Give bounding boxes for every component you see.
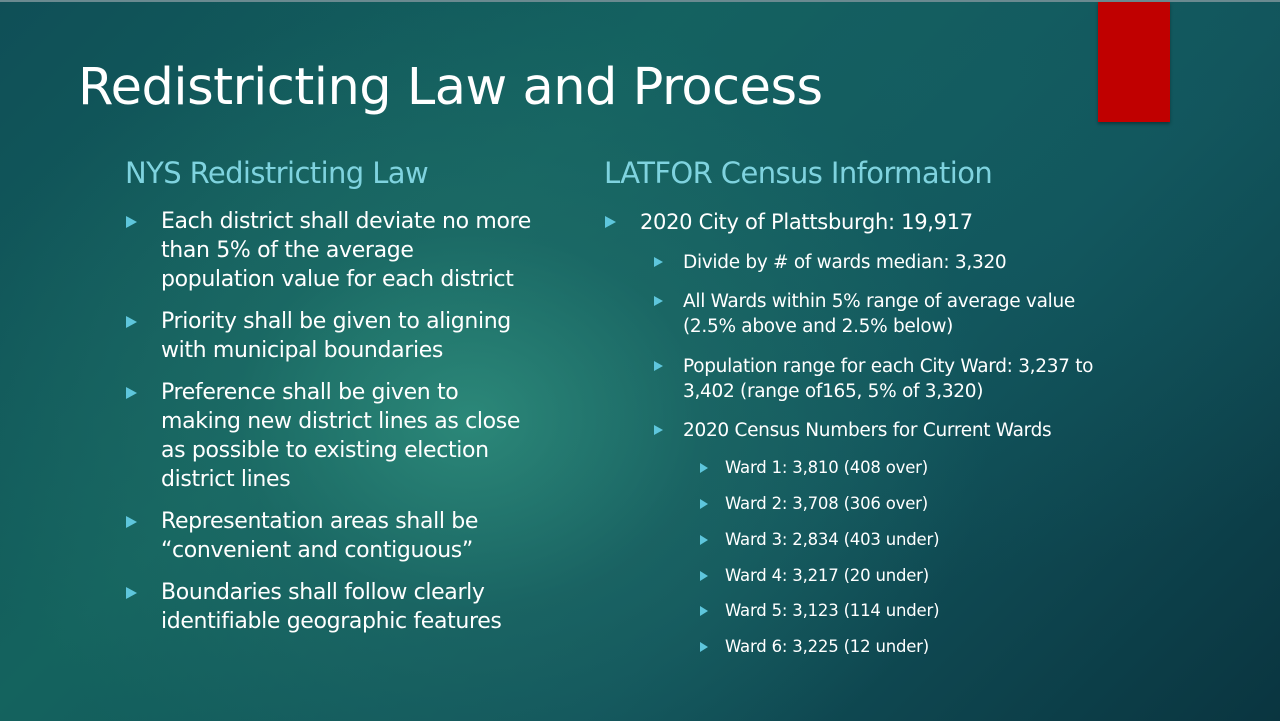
bullet-line: population value for each district [161,267,514,292]
red-accent-block [1098,2,1170,122]
ward-text: Ward 3: 2,834 (403 under) [725,530,940,549]
bullet-arrow-icon [700,499,708,509]
bullet-arrow-icon [654,361,663,371]
left-bullet-4 [161,507,478,565]
left-bullet-3 [161,378,520,494]
bullet-arrow-icon [126,387,137,399]
ward-text: Ward 6: 3,225 (12 under) [725,637,930,656]
bullet-line: “convenient and contiguous” [161,538,473,563]
left-column-heading: NYS Redistricting Law [125,156,429,190]
bullet-line: Population range for each City Ward: 3,237 to [683,356,1094,377]
right-sub-bullet-4 [683,418,1051,443]
bullet-arrow-icon [126,587,137,599]
bullet-line: as possible to existing election [161,438,489,463]
bullet-line: Divide by # of wards median: 3,320 [683,252,1007,273]
bullet-arrow-icon [700,535,708,545]
ward-item [725,600,939,622]
right-main-bullet [640,208,973,236]
bullet-line: Priority shall be given to aligning [161,309,511,334]
bullet-arrow-icon [605,216,616,228]
ward-text: Ward 1: 3,810 (408 over) [725,458,928,477]
bullet-line: 2020 Census Numbers for Current Wards [683,420,1052,441]
bullet-arrow-icon [700,606,708,616]
right-column-heading: LATFOR Census Information [604,156,993,190]
slide-title: Redistricting Law and Process [78,58,823,117]
ward-text: Ward 5: 3,123 (114 under) [725,601,940,620]
bullet-line: than 5% of the average [161,238,414,263]
bullet-arrow-icon [126,216,137,228]
right-sub-bullet-1 [683,250,1006,275]
left-bullet-1 [161,207,531,294]
bullet-line: making new district lines as close [161,409,521,434]
bullet-arrow-icon [700,463,708,473]
ward-item [725,565,929,587]
ward-item [725,529,939,551]
bullet-line: Each district shall deviate no more [161,209,531,234]
left-bullet-2 [161,307,511,365]
bullet-line: All Wards within 5% range of average value [683,291,1075,312]
ward-item [725,457,928,479]
bullet-line: district lines [161,467,291,492]
right-sub-bullet-2 [683,289,1075,339]
ward-item [725,493,928,515]
bullet-line: identifiable geographic features [161,609,502,634]
bullet-arrow-icon [700,642,708,652]
bullet-line: 2020 City of Plattsburgh: 19,917 [640,210,973,234]
bullet-line: Representation areas shall be [161,509,479,534]
bullet-arrow-icon [654,425,663,435]
bullet-arrow-icon [654,257,663,267]
bullet-arrow-icon [126,316,137,328]
bullet-line: (2.5% above and 2.5% below) [683,316,954,337]
bullet-arrow-icon [126,516,137,528]
top-border-line [0,0,1280,2]
ward-text: Ward 4: 3,217 (20 under) [725,566,930,585]
bullet-line: 3,402 (range of165, 5% of 3,320) [683,381,984,402]
ward-text: Ward 2: 3,708 (306 over) [725,494,928,513]
bullet-arrow-icon [654,296,663,306]
bullet-line: Preference shall be given to [161,380,459,405]
ward-item [725,636,929,658]
bullet-arrow-icon [700,571,708,581]
right-sub-bullet-3 [683,354,1093,404]
left-bullet-5 [161,578,502,636]
bullet-line: with municipal boundaries [161,338,444,363]
bullet-line: Boundaries shall follow clearly [161,580,485,605]
